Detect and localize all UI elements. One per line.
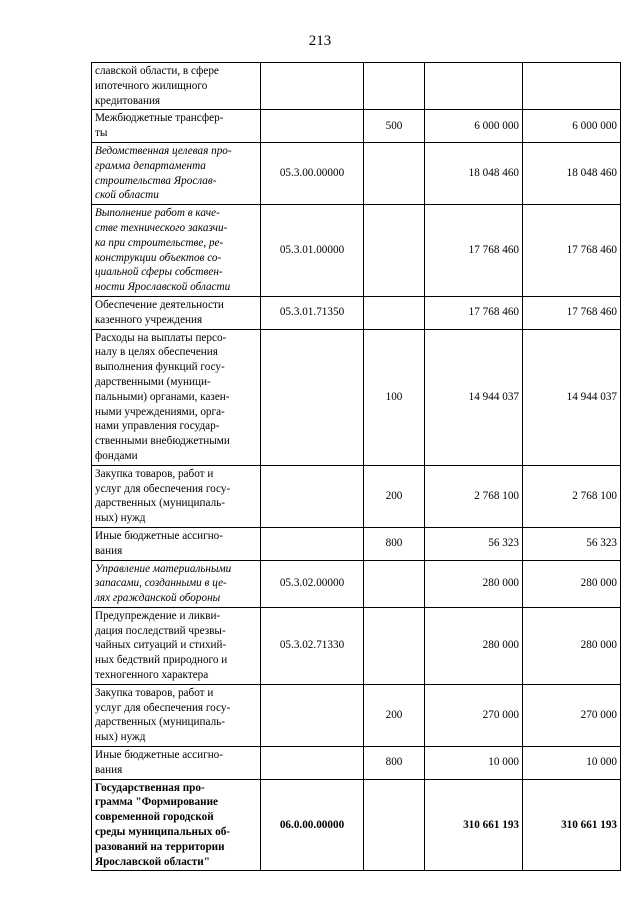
amount-cell-2: 270 000 — [523, 684, 621, 746]
table-row — [92, 296, 621, 329]
item-name-cell — [92, 527, 261, 560]
item-name-line: дарственными (муници- — [95, 375, 211, 388]
amount-cell-1: 280 000 — [425, 607, 523, 684]
expense-type-cell — [364, 607, 425, 684]
table-row — [92, 329, 621, 465]
amount-cell-1: 56 323 — [425, 527, 523, 560]
item-name-line: дарственных (муниципаль- — [95, 497, 225, 510]
code-cell — [261, 110, 364, 143]
item-name-line: ипотечного жилищного — [95, 79, 208, 92]
code-cell — [261, 63, 364, 110]
item-name-cell — [92, 465, 261, 527]
item-name-line: чайных ситуаций и стихий- — [95, 639, 227, 652]
item-name-cell — [92, 779, 261, 871]
item-name-cell — [92, 110, 261, 143]
item-name-line: среды муниципальных об- — [95, 826, 231, 839]
table-row — [92, 607, 621, 684]
item-name-line: нами управления государ- — [95, 420, 220, 433]
table-row — [92, 142, 621, 204]
expense-type-cell: 200 — [364, 684, 425, 746]
item-name-line: Ведомственная целевая про- — [95, 144, 232, 157]
table-row — [92, 110, 621, 143]
item-name-line: конструкции объектов со- — [95, 251, 222, 264]
item-name-line: грамма департамента — [95, 159, 206, 172]
item-name-line: Иные бюджетные ассигно- — [95, 529, 223, 542]
item-name-line: вания — [95, 763, 123, 776]
item-name-cell — [92, 63, 261, 110]
amount-cell-1 — [425, 63, 523, 110]
expense-type-cell: 800 — [364, 747, 425, 780]
amount-cell-2: 18 048 460 — [523, 142, 621, 204]
item-name-line: Закупка товаров, работ и — [95, 686, 214, 699]
item-name-line: дация последствий чрезвы- — [95, 624, 226, 637]
code-cell — [261, 747, 364, 780]
item-name-line: вания — [95, 544, 123, 557]
item-name-line: Ярославской области" — [95, 855, 210, 868]
item-name-line: налу в целях обеспечения — [95, 346, 218, 359]
amount-cell-1: 2 768 100 — [425, 465, 523, 527]
code-cell: 05.3.00.00000 — [261, 142, 364, 204]
item-name-line: казенного учреждения — [95, 313, 203, 326]
budget-table-body — [92, 63, 621, 871]
item-name-line: ка при строительстве, ре- — [95, 236, 224, 249]
item-name-cell — [92, 747, 261, 780]
amount-cell-1: 6 000 000 — [425, 110, 523, 143]
amount-cell-2: 6 000 000 — [523, 110, 621, 143]
item-name-line: разований на территории — [95, 840, 225, 853]
item-name-line: Предупреждение и ликви- — [95, 609, 221, 622]
item-name-line: Государственная про- — [95, 781, 205, 794]
item-name-line: услуг для обеспечения госу- — [95, 482, 231, 495]
item-name-line: выполнения функций госу- — [95, 361, 225, 374]
item-name-line: запасами, созданными в це- — [95, 577, 227, 590]
item-name-line: современной городской — [95, 811, 214, 824]
item-name-line: Иные бюджетные ассигно- — [95, 749, 223, 762]
item-name-line: Закупка товаров, работ и — [95, 467, 214, 480]
item-name-line: Управление материальными — [95, 562, 232, 575]
amount-cell-2: 310 661 193 — [523, 779, 621, 871]
table-row — [92, 205, 621, 297]
item-name-line: ными учреждениями, орга- — [95, 405, 225, 418]
amount-cell-1: 14 944 037 — [425, 329, 523, 465]
amount-cell-1: 17 768 460 — [425, 296, 523, 329]
amount-cell-2: 10 000 — [523, 747, 621, 780]
table-row — [92, 560, 621, 607]
amount-cell-2: 280 000 — [523, 607, 621, 684]
amount-cell-1: 10 000 — [425, 747, 523, 780]
code-cell — [261, 465, 364, 527]
item-name-line: пальными) органами, казен- — [95, 390, 230, 403]
item-name-line: дарственных (муниципаль- — [95, 716, 225, 729]
table-row — [92, 465, 621, 527]
amount-cell-2: 17 768 460 — [523, 296, 621, 329]
item-name-line: услуг для обеспечения госу- — [95, 701, 231, 714]
item-name-cell — [92, 329, 261, 465]
expense-type-cell — [364, 63, 425, 110]
table-row — [92, 527, 621, 560]
code-cell: 06.0.00.00000 — [261, 779, 364, 871]
item-name-line: стве технического заказчи- — [95, 221, 228, 234]
table-row — [92, 747, 621, 780]
item-name-line: лях гражданской обороны — [95, 592, 221, 605]
page-number: 213 — [308, 33, 332, 49]
item-name-line: ных) нужд — [95, 731, 146, 744]
expense-type-cell: 500 — [364, 110, 425, 143]
item-name-line: Обеспечение деятельности — [95, 298, 224, 311]
amount-cell-2: 2 768 100 — [523, 465, 621, 527]
item-name-line: ности Ярославской области — [95, 281, 231, 294]
expense-type-cell — [364, 142, 425, 204]
table-row — [92, 63, 621, 110]
item-name-line: Расходы на выплаты персо- — [95, 331, 227, 344]
item-name-line: Выполнение работ в каче- — [95, 207, 220, 220]
code-cell — [261, 527, 364, 560]
item-name-cell — [92, 142, 261, 204]
table-row — [92, 684, 621, 746]
item-name-line: строительства Ярослав- — [95, 174, 217, 187]
code-cell: 05.3.02.71330 — [261, 607, 364, 684]
budget-table — [91, 62, 621, 871]
item-name-cell — [92, 560, 261, 607]
amount-cell-2 — [523, 63, 621, 110]
amount-cell-1: 310 661 193 — [425, 779, 523, 871]
item-name-line: Межбюджетные трансфер- — [95, 112, 224, 125]
code-cell: 05.3.01.00000 — [261, 205, 364, 297]
amount-cell-1: 270 000 — [425, 684, 523, 746]
expense-type-cell: 800 — [364, 527, 425, 560]
item-name-line: техногенного характера — [95, 669, 209, 682]
code-cell — [261, 684, 364, 746]
code-cell — [261, 329, 364, 465]
item-name-cell — [92, 205, 261, 297]
expense-type-cell — [364, 560, 425, 607]
amount-cell-2: 14 944 037 — [523, 329, 621, 465]
expense-type-cell — [364, 296, 425, 329]
item-name-cell — [92, 684, 261, 746]
item-name-line: циальной сферы собствен- — [95, 266, 223, 279]
amount-cell-1: 18 048 460 — [425, 142, 523, 204]
table-row — [92, 779, 621, 871]
item-name-line: ственными внебюджетными — [95, 435, 230, 448]
item-name-line: грамма "Формирование — [95, 796, 219, 809]
item-name-line: ных) нужд — [95, 512, 146, 525]
code-cell: 05.3.02.00000 — [261, 560, 364, 607]
item-name-cell — [92, 607, 261, 684]
item-name-line: кредитования — [95, 94, 161, 107]
expense-type-cell: 100 — [364, 329, 425, 465]
amount-cell-1: 17 768 460 — [425, 205, 523, 297]
item-name-cell — [92, 296, 261, 329]
amount-cell-2: 56 323 — [523, 527, 621, 560]
expense-type-cell — [364, 779, 425, 871]
amount-cell-2: 17 768 460 — [523, 205, 621, 297]
item-name-line: ты — [95, 127, 108, 140]
item-name-line: ской области — [95, 189, 159, 202]
item-name-line: славской области, в сфере — [95, 65, 219, 77]
code-cell: 05.3.01.71350 — [261, 296, 364, 329]
amount-cell-1: 280 000 — [425, 560, 523, 607]
expense-type-cell — [364, 205, 425, 297]
expense-type-cell: 200 — [364, 465, 425, 527]
item-name-line: ных бедствий природного и — [95, 654, 228, 667]
amount-cell-2: 280 000 — [523, 560, 621, 607]
item-name-line: фондами — [95, 449, 138, 462]
